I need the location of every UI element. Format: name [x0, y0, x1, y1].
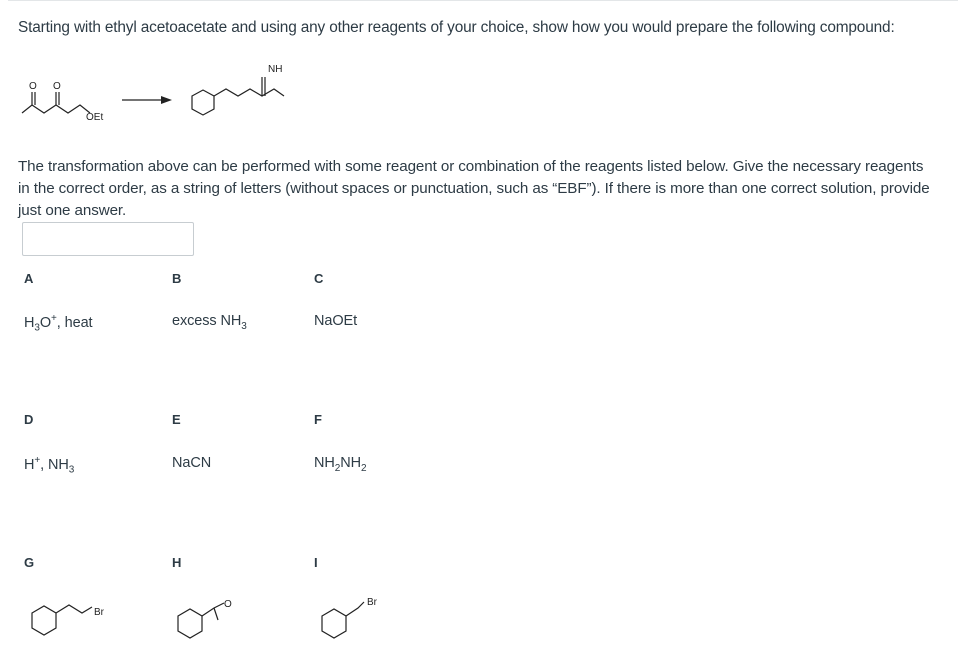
option-i-structure — [308, 588, 418, 650]
option-d-reagent: H+, $NH_3$ — [24, 455, 75, 476]
option-a-letter: A — [24, 271, 34, 286]
option-h-letter: H — [172, 555, 182, 570]
answer-input[interactable] — [22, 222, 194, 256]
product-nh-label: NH — [268, 64, 283, 75]
option-f-reagent: $NH_2NH_2$ — [314, 455, 367, 474]
option-e-reagent: NaCN — [172, 455, 212, 471]
reactant-oet-label: OEt — [86, 112, 104, 123]
option-h-structure — [166, 590, 276, 650]
reactant-o1-label: O — [29, 81, 37, 92]
option-f-letter: F — [314, 412, 322, 427]
option-g-letter: G — [24, 555, 35, 570]
reactant-o2-label: O — [53, 81, 61, 92]
instructions-text: The transformation above can be performed with some reagent or combination of the reagents listed below. Give the necessary reagents in the correct order, as a string of letters (without spaces or punctuation, such as “EBF”). If there is more than one correct solution, provide just one answer. — [18, 158, 930, 219]
option-i-letter: I — [314, 555, 318, 570]
reaction-scheme — [0, 55, 320, 135]
option-d-letter: D — [24, 412, 34, 427]
option-b-reagent: excess $NH_3$ — [172, 313, 247, 332]
ethyl-acetoacetate-structure — [22, 92, 90, 113]
top-divider — [8, 0, 958, 1]
option-h-o-label: O — [224, 599, 232, 610]
option-c-letter: C — [314, 271, 324, 286]
option-e-letter: E — [172, 412, 181, 427]
option-a-reagent: $H_3O^+$, heat — [24, 313, 93, 334]
reaction-arrow — [122, 96, 172, 104]
option-c-reagent: NaOEt — [314, 313, 358, 329]
option-g-br-label: Br — [94, 607, 104, 618]
option-i-br-label: Br — [367, 597, 377, 608]
product-structure — [192, 77, 284, 115]
option-g-structure — [20, 590, 130, 650]
option-b-letter: B — [172, 271, 182, 286]
question-text: Starting with ethyl acetoacetate and using any other reagents of your choice, show how you would prepare the following compound: — [18, 19, 895, 36]
